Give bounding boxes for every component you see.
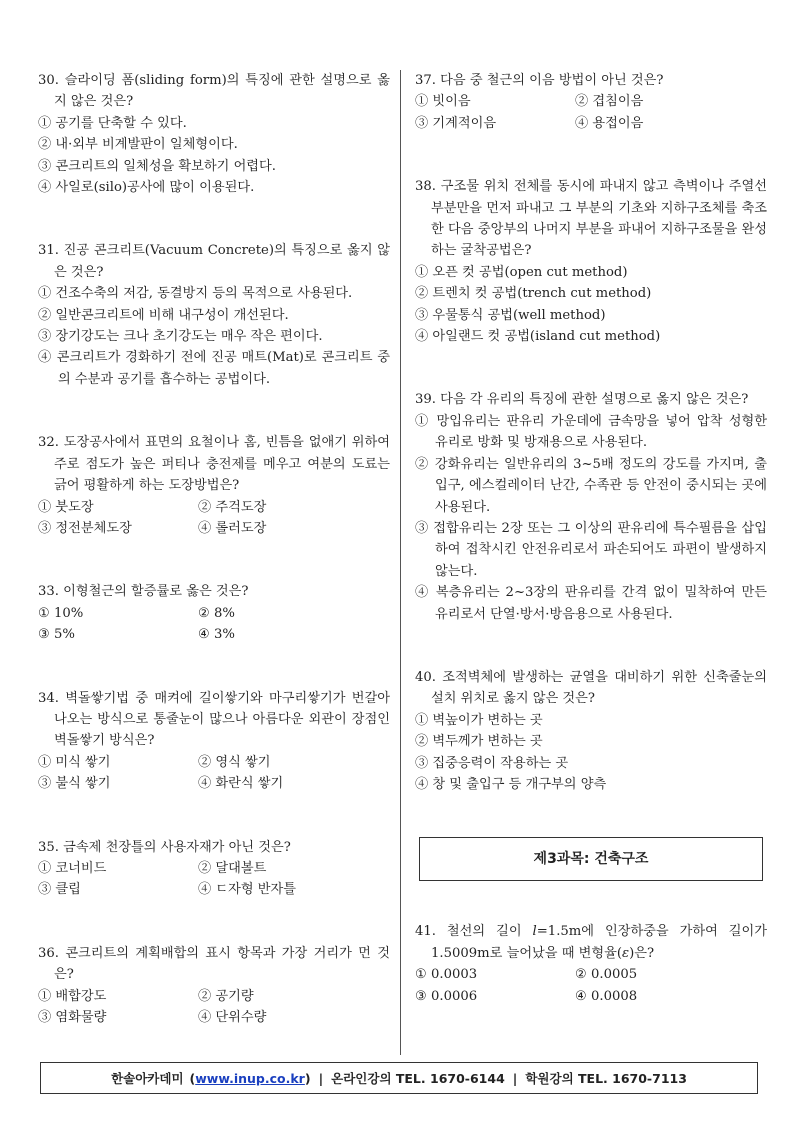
question-35 (38, 837, 390, 901)
option-3: ③ 집중응력이 작용하는 곳 (415, 755, 569, 771)
paren-close: ) (304, 1070, 311, 1086)
option-3: ③ 0.0006 (415, 988, 478, 1004)
question-stem: 35. 금속제 천장틀의 사용자재가 아닌 것은? (38, 839, 291, 855)
online-phone: 온라인강의 TEL. 1670-6144 (331, 1071, 505, 1086)
option-4: ④ 3% (198, 627, 235, 643)
question-30 (38, 70, 390, 198)
left-column (38, 70, 390, 1070)
option-3: ③ 기계적이음 (415, 115, 497, 131)
option-4: ④ 단위수량 (198, 1010, 267, 1025)
option-3: ③ 장기강도는 크나 초기강도는 매우 작은 편이다. (38, 329, 323, 345)
option-1: ① 붓도장 (38, 499, 94, 515)
option-3: ③ 정전분체도장 (38, 520, 132, 536)
option-3: ③ 콘크리트의 일체성을 확보하기 어렵다. (38, 158, 276, 174)
option-1: ① 0.0003 (415, 967, 478, 983)
right-column (415, 70, 767, 1049)
option-2: ② 강화유리는 일반유리의 3~5배 정도의 강도를 가지며, 출입구, 에스컬레이터 난간, 수족관 등 안전이 중시되는 곳에 사용된다. (415, 456, 767, 515)
option-4: ④ ㄷ자형 반자틀 (198, 882, 297, 898)
question-41 (415, 921, 767, 1007)
option-3: ③ 불식 쌓기 (38, 776, 111, 792)
question-stem: 33. 이형철근의 할증률로 옳은 것은? (38, 584, 249, 600)
options-grid (415, 91, 767, 134)
option-4: ④ 복층유리는 2~3장의 판유리를 간격 없이 밀착하여 만든 유리로서 단열·방서·방음용으로 사용된다. (415, 585, 767, 622)
question-stem: 40. 조적벽체에 발생하는 균열을 대비하기 위한 신축줄눈의 설치 위치로 옳지 않은 것은? (415, 669, 767, 707)
question-stem: 39. 다음 각 유리의 특징에 관한 설명으로 옳지 않은 것은? (415, 392, 749, 408)
separator: | (318, 1070, 324, 1086)
question-33 (38, 581, 390, 645)
question-stem: 32. 도장공사에서 표면의 요철이나 홈, 빈틈을 없애기 위하여 주로 점도가 높은 퍼티나 충전제를 메우고 여분의 도료는 긁어 평활하게 하는 도장방법은? (38, 435, 390, 494)
strain-symbol: ε (622, 945, 630, 961)
options-grid (38, 603, 390, 646)
paren-open: ( (189, 1070, 196, 1086)
question-stem: 31. 진공 콘크리트(Vacuum Concrete)의 특징으로 옳지 않은 것은? (38, 243, 390, 280)
stem-part: =1.5m에 인장하중을 가하여 길이가 1.5009m로 늘어났을 때 변형율( (431, 924, 767, 961)
length-variable: l (532, 924, 537, 940)
option-3: ③ 우물통식 공법(well method) (415, 307, 606, 323)
option-3: ③ 접합유리는 2장 또는 그 이상의 판유리에 특수필름을 삽입하여 접착시킨 안전유리로서 파손되어도 파편이 발생하지 않는다. (415, 520, 767, 579)
options-grid (38, 752, 390, 795)
question-stem: 37. 다음 중 철근의 이음 방법이 아닌 것은? (415, 73, 664, 88)
option-2: ② 영식 쌓기 (198, 754, 271, 770)
options-grid (38, 858, 390, 901)
option-1: ① 빗이음 (415, 94, 471, 110)
option-4: ④ 화란식 쌓기 (198, 776, 284, 792)
option-4: ④ 롤러도장 (198, 520, 267, 536)
stem-part: )은? (629, 945, 655, 961)
separator: | (512, 1070, 518, 1086)
column-divider (400, 70, 401, 1055)
option-3: ③ 클립 (38, 882, 81, 898)
website-link[interactable]: www.inup.co.kr (195, 1070, 305, 1086)
option-2: ② 주걱도장 (198, 499, 267, 515)
option-2: ② 달대볼트 (198, 860, 267, 876)
option-1: ① 오픈 컷 공법(open cut method) (415, 264, 628, 280)
option-2: ② 벽두께가 변하는 곳 (415, 734, 543, 750)
stem-part: 41. 철선의 길이 (415, 924, 533, 940)
question-37 (415, 70, 767, 134)
subject-header (419, 837, 763, 881)
academy-name: 한솔아카데미 (111, 1071, 184, 1086)
option-2: ② 8% (198, 605, 235, 621)
option-4: ④ 아일랜드 컷 공법(island cut method) (415, 329, 661, 345)
question-39 (415, 389, 767, 624)
question-32 (38, 432, 390, 539)
option-2: ② 일반콘크리트에 비해 내구성이 개선된다. (38, 307, 289, 323)
campus-phone: 학원강의 TEL. 1670-7113 (525, 1071, 687, 1086)
option-2: ② 내·외부 비계발판이 일체형이다. (38, 137, 238, 153)
option-4: ④ 콘크리트가 경화하기 전에 진공 매트(Mat)로 콘크리트 중의 수분과 공기를 흡수하는 공법이다. (38, 350, 390, 387)
option-1: ① 건조수축의 저감, 동결방지 등의 목적으로 사용된다. (38, 286, 353, 302)
subject-title: 제3과목: 건축구조 (533, 850, 649, 867)
option-2: ② 겹침이음 (575, 94, 644, 110)
question-34 (38, 688, 390, 795)
options-grid (38, 986, 390, 1029)
question-31 (38, 240, 390, 390)
question-stem: 30. 슬라이딩 폼(sliding form)의 특징에 관한 설명으로 옳지 않은 것은? (38, 73, 390, 110)
question-stem (415, 921, 767, 964)
question-40 (415, 667, 767, 795)
option-1: ① 배합강도 (38, 988, 107, 1004)
option-1: ① 미식 쌓기 (38, 754, 111, 770)
question-stem: 38. 구조물 위치 전체를 동시에 파내지 않고 측벽이나 주열선 부분만을 먼저 파내고 그 부분의 기초와 지하구조체를 축조한 다음 중앙부의 나머지 부분을 파내어 지하구조물을 완성하는 굴착공법은? (415, 179, 767, 259)
option-4: ④ 0.0008 (575, 988, 638, 1004)
option-2: ② 트렌치 컷 공법(trench cut method) (415, 286, 652, 302)
question-36 (38, 943, 390, 1029)
question-stem: 36. 콘크리트의 계획배합의 표시 항목과 가장 거리가 먼 것은? (38, 945, 390, 983)
option-4: ④ 사일로(silo)공사에 많이 이용된다. (38, 180, 255, 196)
option-2: ② 공기량 (198, 988, 254, 1004)
question-38 (415, 176, 767, 347)
option-1: ① 코너비드 (38, 860, 107, 876)
option-1: ① 10% (38, 605, 84, 621)
option-1: ① 망입유리는 판유리 가운데에 금속망을 넣어 압착 성형한 유리로 방화 및 방재용으로 사용된다. (415, 413, 767, 451)
option-1: ① 벽높이가 변하는 곳 (415, 712, 543, 728)
option-4: ④ 창 및 출입구 등 개구부의 양측 (415, 776, 607, 792)
question-stem: 34. 벽돌쌓기법 중 매켜에 길이쌓기와 마구리쌓기가 번갈아 나오는 방식으로 통줄눈이 많으나 아름다운 외관이 장점인 벽돌쌓기 방식은? (38, 690, 390, 749)
option-4: ④ 용접이음 (575, 115, 644, 131)
option-3: ③ 5% (38, 627, 75, 643)
option-1: ① 공기를 단축할 수 있다. (38, 115, 187, 131)
options-grid (38, 497, 390, 540)
option-2: ② 0.0005 (575, 967, 638, 983)
option-3: ③ 염화물량 (38, 1010, 107, 1025)
footer-bar (40, 1062, 758, 1094)
options-grid (415, 964, 767, 1007)
